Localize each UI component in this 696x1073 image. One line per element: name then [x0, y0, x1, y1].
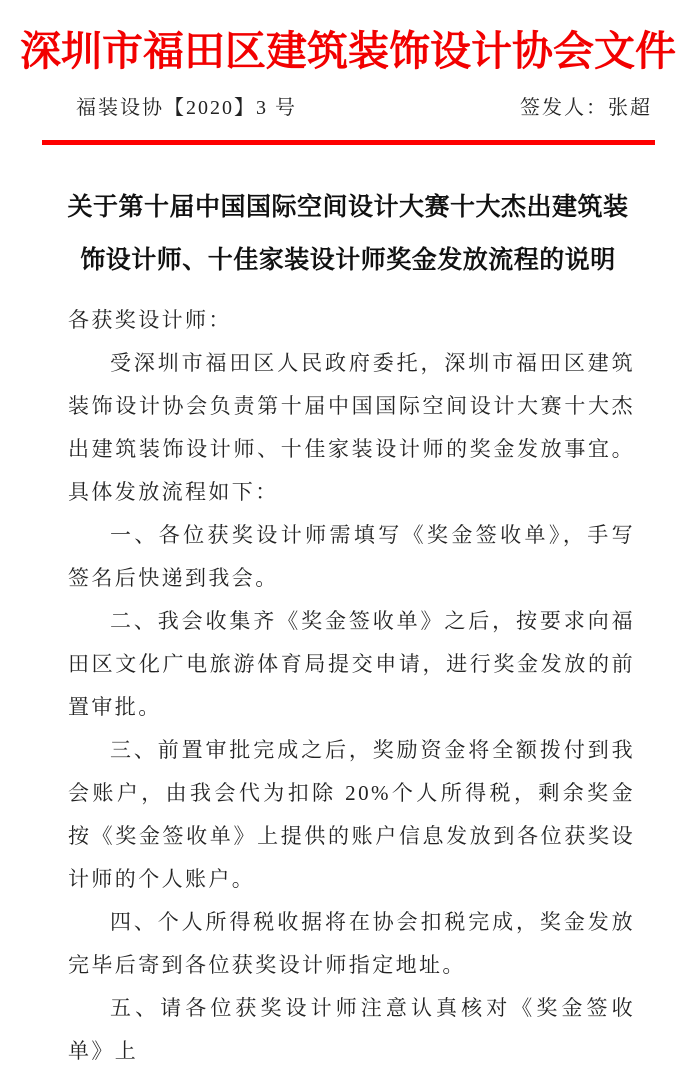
paragraph-intro: 受深圳市福田区人民政府委托，深圳市福田区建筑装饰设计协会负责第十届中国国际空间设计大赛十大杰出建筑装饰设计师、十佳家装设计师的奖金发放事宜。具体发放流程如下： [68, 351, 635, 504]
header-divider-rule [42, 140, 655, 145]
paragraph-item-5-truncated: 五、请各位获奖设计师注意认真核对《奖金签收单》上 [68, 996, 635, 1063]
document-title [40, 181, 656, 287]
doc-signer: 签发人：张超 [520, 97, 652, 119]
paragraph-item-1: 一、各位获奖设计师需填写《奖金签收单》，手写签名后快递到我会。 [68, 523, 635, 590]
paragraph-item-4: 四、个人所得税收据将在协会扣税完成，奖金发放完毕后寄到各位获奖设计师指定地址。 [68, 910, 635, 977]
org-letterhead-title: 深圳市福田区建筑装饰设计协会文件 [20, 28, 676, 74]
doc-meta-row [76, 95, 652, 122]
paragraph-item-3: 三、前置审批完成之后，奖励资金将全额拨付到我会账户，由我会代为扣除 20%个人所得税，剩余奖金按《奖金签收单》上提供的账户信息发放到各位获奖设计师的个人账户。 [68, 738, 635, 891]
doc-number: 福装设协【2020】3 号 [76, 97, 297, 119]
document-body [68, 299, 635, 1073]
paragraph-item-2: 二、我会收集齐《奖金签收单》之后，按要求向福田区文化广电旅游体育局提交申请，进行奖金发放的前置审批。 [68, 609, 635, 719]
document-title-line-2: 饰设计师、十佳家装设计师奖金发放流程的说明 [80, 247, 616, 274]
document-title-line-1: 关于第十届中国国际空间设计大赛十大杰出建筑装 [67, 194, 629, 221]
salutation: 各获奖设计师： [68, 308, 232, 332]
official-document-page [0, 26, 696, 1063]
